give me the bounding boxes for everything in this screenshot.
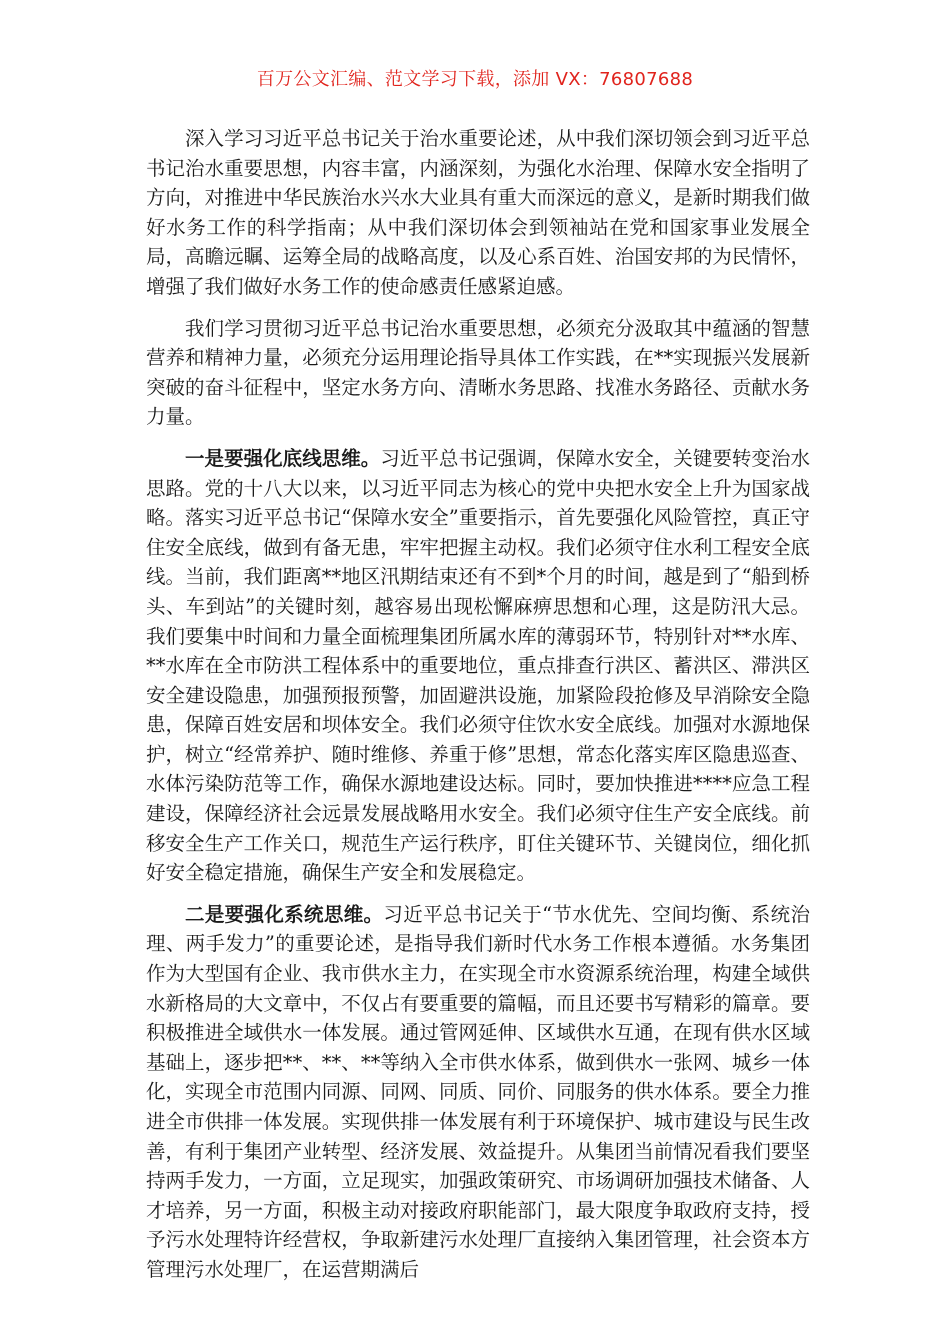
paragraph-3-text: 习近平总书记强调，保障水安全，关键要转变治水思路。党的十八大以来，以习近平同志为核心的党中央把水安全上升为国家战略。落实习近平总书记“保障水安全”重要指示，首先要强化风险管控，真正守住安全底线，做到有备无患，牢牢把握主动权。我们必须守住水利工程安全底线。当前，我们距离**地区汛期结束还有不到*个月的时间，越是到了“船到桥头、车到站”的关键时刻，越容易出现松懈麻痹思想和心理，这是防汛大忌。我们要集中时间和力量全面梳理集团所属水库的薄弱环节，特别针对**水库、**水库在全市防洪工程体系中的重要地位，重点排查行洪区、蓄洪区、滞洪区安全建设隐患，加强预报预警，加固避洪设施，加紧险段抢修及早消除安全隐患，保障百姓安居和坝体安全。我们必须守住饮水安全底线。加强对水源地保护，树立“经常养护、随时维修、养重于修”思想，常态化落实库区隐患巡查、水体污染防范等工作，确保水源地建设达标。同时，要加快推进****应急工程建设，保障经济社会远景发展战略用水安全。我们必须守住生产安全底线。前移安全生产工作关口，规范生产运行秩序，盯住关键环节、关键岗位，细化抓好安全稳定措施，确保生产安全和发展稳定。 [146, 446, 810, 885]
paragraph-2-text: 我们学习贯彻习近平总书记治水重要思想，必须充分汲取其中蕴涵的智慧营养和精神力量，必须充分运用理论指导具体工作实践，在**实现振兴发展新突破的奋斗征程中，坚定水务方向、清晰水务思路、找准水务路径、贡献水务力量。 [146, 316, 810, 429]
watermark-header: 百万公文汇编、范文学习下载，添加 VX：76807688 [256, 69, 694, 90]
paragraph-4-text: 习近平总书记关于“节水优先、空间均衡、系统治理、两手发力”的重要论述，是指导我们新时代水务工作根本遵循。水务集团作为大型国有企业、我市供水主力，在实现全市水资源系统治理，构建全域供水新格局的大文章中，不仅占有要重要的篇幅，而且还要书写精彩的篇章。要积极推进全域供水一体发展。通过管网延伸、区域供水互通，在现有供水区域基础上，逐步把**、**、**等纳入全市供水体系，做到供水一张网、城乡一体化，实现全市范围内同源、同网、同质、同价、同服务的供水体系。要全力推进全市供排一体发展。实现供排一体发展有利于环境保护、城市建设与民生改善，有利于集团产业转型、经济发展、效益提升。从集团当前情况看我们要坚持两手发力，一方面，立足现实，加强政策研究、市场调研加强技术储备、人才培养，另一方面，积极主动对接政府职能部门，最大限度争取政府支持，授予污水处理特许经营权，争取新建污水处理厂直接纳入集团管理，社会资本方管理污水处理厂，在运营期满后 [146, 902, 810, 1281]
paragraph-3 [146, 444, 810, 888]
paragraph-4-heading: 二是要强化系统思维。 [185, 902, 384, 926]
document-body [146, 124, 810, 1285]
paragraph-2 [146, 314, 810, 432]
paragraph-1-text: 深入学习习近平总书记关于治水重要论述，从中我们深切领会到习近平总书记治水重要思想，内容丰富，内涵深刻，为强化水治理、保障水安全指明了方向，对推进中华民族治水兴水大业具有重大而深远的意义，是新时期我们做好水务工作的科学指南；从中我们深切体会到领袖站在党和国家事业发展全局，高瞻远瞩、运筹全局的战略高度，以及心系百姓、治国安邦的为民情怀，增强了我们做好水务工作的使命感责任感紧迫感。 [146, 127, 810, 298]
paragraph-1 [146, 124, 810, 302]
paragraph-3-heading: 一是要强化底线思维。 [185, 446, 381, 470]
paragraph-4 [146, 900, 810, 1285]
